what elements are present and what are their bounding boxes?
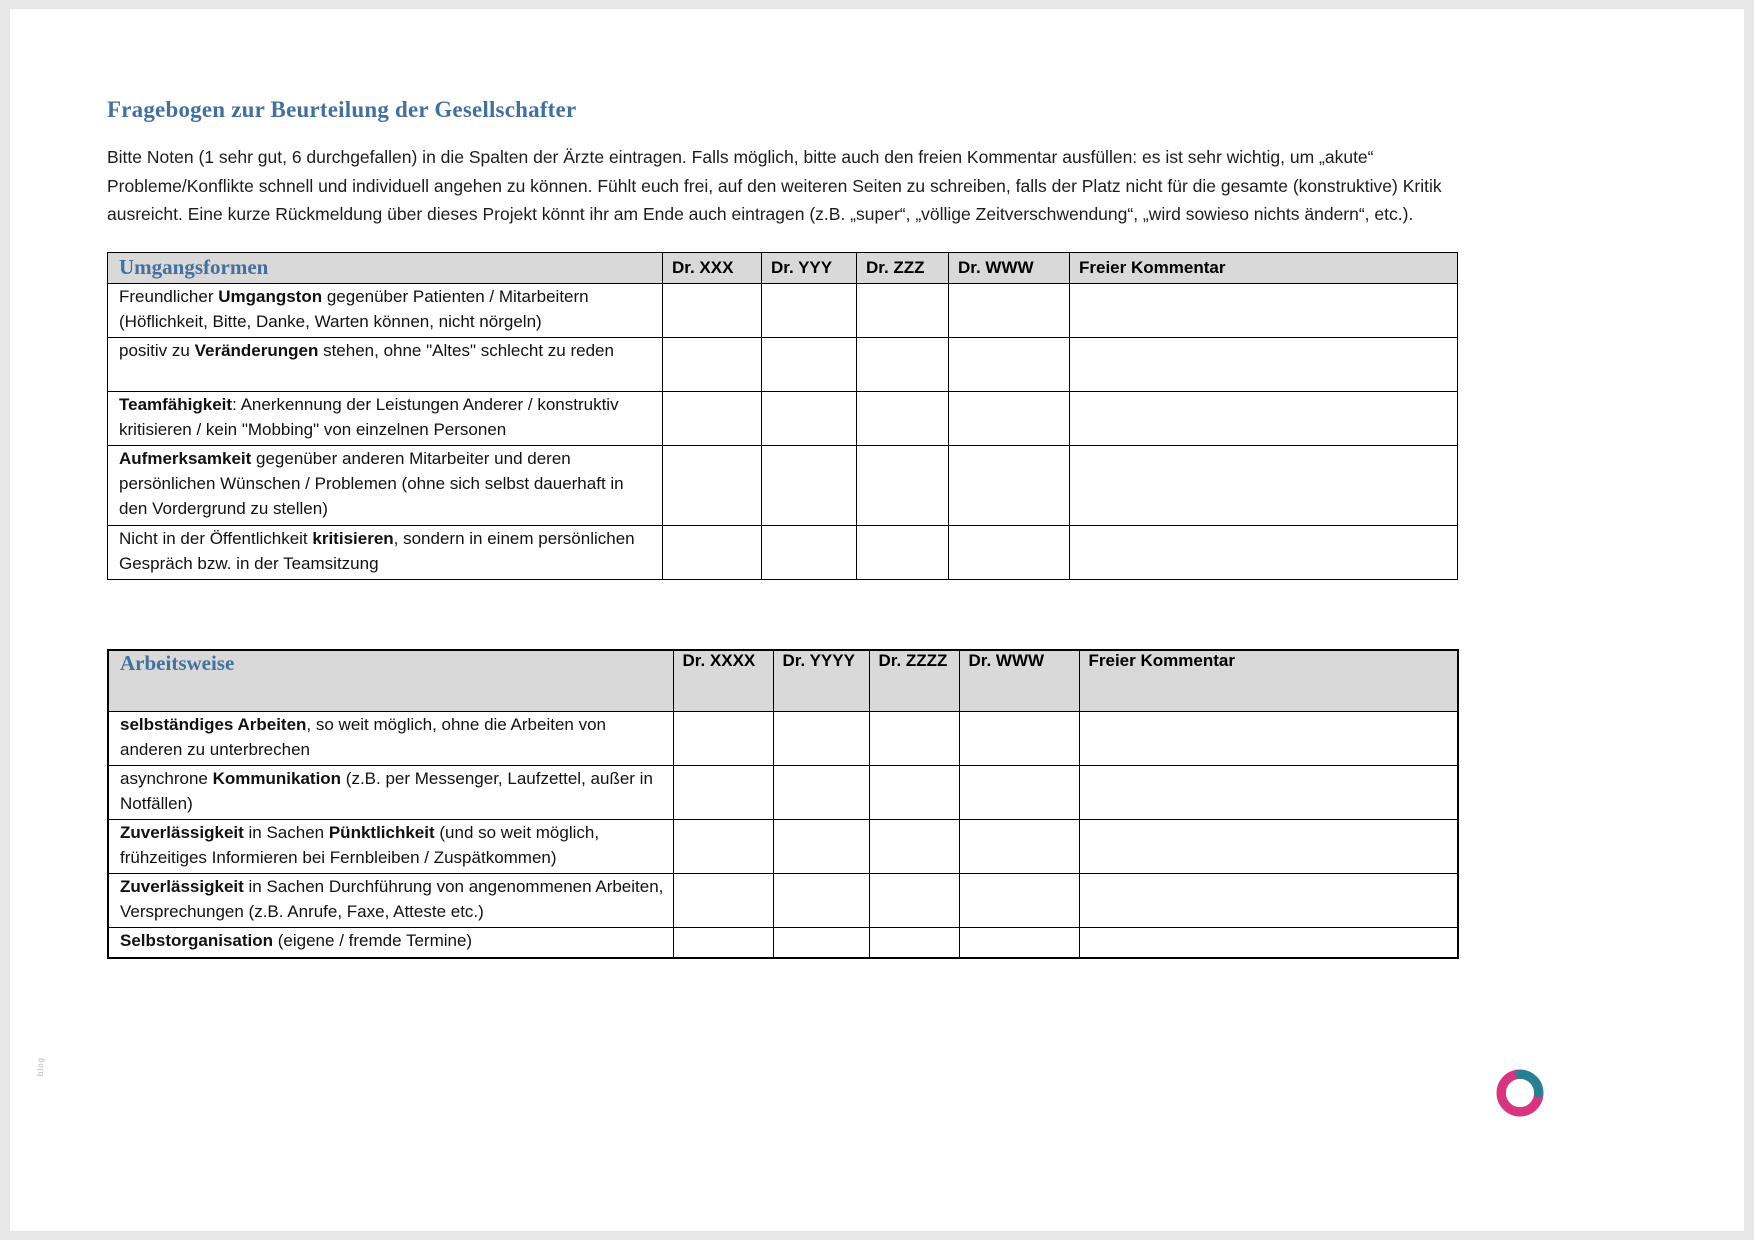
grade-cell[interactable] [949,445,1070,525]
brand-logo [1496,1069,1544,1117]
grade-cell[interactable] [959,874,1079,928]
comment-cell[interactable] [1079,874,1458,928]
grade-cell[interactable] [773,712,869,766]
table-row [108,445,1458,525]
table-row [108,712,1458,766]
comment-cell[interactable] [1070,337,1458,391]
column-header: Dr. YYYY [773,650,869,712]
grade-cell[interactable] [773,874,869,928]
grade-cell[interactable] [949,283,1070,337]
table-row [108,525,1458,579]
intro-paragraph: Bitte Noten (1 sehr gut, 6 durchgefallen) in die Spalten der Ärzte eintragen. Falls möglich, bitte auch den freien Kommentar ausfüllen: es ist sehr wichtig, um „akute“ Probleme/Konflikte schnell und individuell angehen zu können. Fühlt euch frei, auf den weiteren Seiten zu schreiben, falls der Platz nicht für die gesamte (konstruktive) Kritik ausreicht. Eine kurze Rückmeldung über dieses Projekt könnt ihr am Ende auch eintragen (z.B. „super“, „völlige Zeitverschwendung“, „wird sowieso nichts ändern“, etc.). [107,147,1442,225]
comment-cell[interactable] [1079,712,1458,766]
comment-cell[interactable] [1070,525,1458,579]
grade-cell[interactable] [869,820,959,874]
grade-cell[interactable] [857,391,949,445]
grade-cell[interactable] [673,712,773,766]
table-title-arbeitsweise: Arbeitsweise [108,650,673,712]
grade-cell[interactable] [773,766,869,820]
grade-cell[interactable] [869,766,959,820]
table-title-umgangsformen: Umgangsformen [108,252,663,283]
grade-cell[interactable] [663,283,762,337]
questionnaire-table-umgangsformen [107,252,1458,580]
grade-cell[interactable] [663,337,762,391]
table-arbeitsweise-container [107,649,1457,960]
grade-cell[interactable] [959,712,1079,766]
grade-cell[interactable] [673,928,773,959]
grade-cell[interactable] [773,820,869,874]
page-title: Fragebogen zur Beurteilung der Gesellschafter [107,97,577,122]
edge-watermark: blog [36,1057,45,1077]
comment-cell[interactable] [1079,766,1458,820]
grade-cell[interactable] [762,445,857,525]
grade-cell[interactable] [762,283,857,337]
column-header: Freier Kommentar [1070,252,1458,283]
grade-cell[interactable] [959,820,1079,874]
comment-cell[interactable] [1070,391,1458,445]
column-header: Dr. ZZZ [857,252,949,283]
grade-cell[interactable] [773,928,869,959]
header-row [108,252,1458,283]
document-content [107,9,1457,959]
criterion-label: positiv zu Veränderungen stehen, ohne "Altes" schlecht zu reden [108,337,663,391]
grade-cell[interactable] [663,391,762,445]
grade-cell[interactable] [869,928,959,959]
criterion-label: selbständiges Arbeiten, so weit möglich, ohne die Arbeiten von anderen zu unterbrechen [108,712,673,766]
grade-cell[interactable] [857,337,949,391]
table-row [108,928,1458,959]
document-page [10,9,1744,1231]
criterion-label: asynchrone Kommunikation (z.B. per Messenger, Laufzettel, außer in Notfällen) [108,766,673,820]
grade-cell[interactable] [959,928,1079,959]
grade-cell[interactable] [663,525,762,579]
criterion-label: Zuverlässigkeit in Sachen Pünktlichkeit (und so weit möglich, frühzeitiges Informieren bei Fernbleiben / Zuspätkommen) [108,820,673,874]
column-header: Dr. WWW [949,252,1070,283]
grade-cell[interactable] [762,337,857,391]
column-header: Dr. XXX [663,252,762,283]
table-row [108,391,1458,445]
column-header: Freier Kommentar [1079,650,1458,712]
criterion-label: Zuverlässigkeit in Sachen Durchführung von angenommenen Arbeiten, Versprechungen (z.B. Anrufe, Faxe, Atteste etc.) [108,874,673,928]
header-row [108,650,1458,712]
grade-cell[interactable] [959,766,1079,820]
table-row [108,337,1458,391]
grade-cell[interactable] [869,712,959,766]
grade-cell[interactable] [857,525,949,579]
comment-cell[interactable] [1079,820,1458,874]
criterion-label: Aufmerksamkeit gegenüber anderen Mitarbeiter und deren persönlichen Wünschen / Problemen (ohne sich selbst dauerhaft in den Vordergrund zu stellen) [108,445,663,525]
grade-cell[interactable] [673,766,773,820]
criterion-label: Teamfähigkeit: Anerkennung der Leistungen Anderer / konstruktiv kritisieren / kein "Mobbing" von einzelnen Personen [108,391,663,445]
grade-cell[interactable] [949,337,1070,391]
grade-cell[interactable] [762,525,857,579]
questionnaire-table-arbeitsweise [107,649,1459,960]
column-header: Dr. YYY [762,252,857,283]
comment-cell[interactable] [1079,928,1458,959]
swirl-logo-icon [1496,1069,1544,1117]
criterion-label: Selbstorganisation (eigene / fremde Termine) [108,928,673,959]
criterion-label: Nicht in der Öffentlichkeit kritisieren, sondern in einem persönlichen Gespräch bzw. in der Teamsitzung [108,525,663,579]
column-header: Dr. XXXX [673,650,773,712]
table-row [108,820,1458,874]
table-row [108,283,1458,337]
comment-cell[interactable] [1070,445,1458,525]
grade-cell[interactable] [762,391,857,445]
table-umgangsformen-container [107,252,1457,580]
table-row [108,874,1458,928]
comment-cell[interactable] [1070,283,1458,337]
grade-cell[interactable] [663,445,762,525]
grade-cell[interactable] [673,820,773,874]
grade-cell[interactable] [949,525,1070,579]
grade-cell[interactable] [949,391,1070,445]
grade-cell[interactable] [673,874,773,928]
column-header: Dr. ZZZZ [869,650,959,712]
grade-cell[interactable] [857,283,949,337]
grade-cell[interactable] [869,874,959,928]
criterion-label: Freundlicher Umgangston gegenüber Patienten / Mitarbeitern (Höflichkeit, Bitte, Danke, Warten können, nicht nörgeln) [108,283,663,337]
table-row [108,766,1458,820]
grade-cell[interactable] [857,445,949,525]
column-header: Dr. WWW [959,650,1079,712]
